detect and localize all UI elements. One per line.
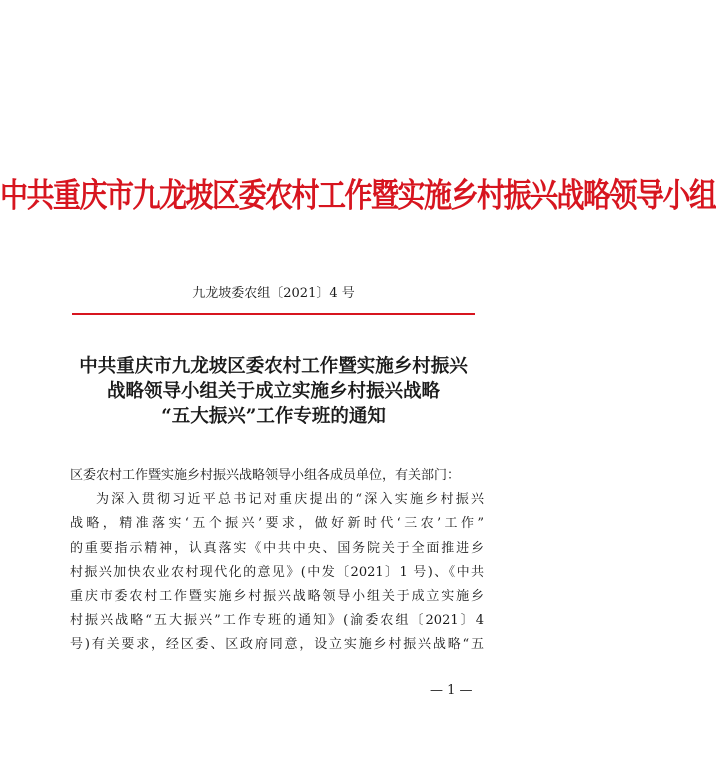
document-number: 九龙坡委农组〔2021〕4 号 — [192, 286, 355, 301]
notice-body — [70, 464, 484, 658]
notice-title — [0, 354, 547, 429]
body-line: 号)有关要求，经区委、区政府同意，设立实施乡村振兴战略“五 — [70, 637, 484, 653]
notice-title-line: 中共重庆市九龙坡区委农村工作暨实施乡村振兴 — [79, 356, 468, 377]
body-line: 村振兴战略“五大振兴”工作专班的通知》(渝委农组〔2021〕4 — [70, 613, 484, 629]
body-line: 重庆市委农村工作暨实施乡村振兴战略领导小组关于成立实施乡 — [70, 589, 484, 605]
notice-title-line: 战略领导小组关于成立实施乡村振兴战略 — [106, 381, 440, 402]
body-line: 村振兴加快农业农村现代化的意见》(中发〔2021〕1 号)、《中共 — [70, 564, 484, 580]
body-line: 的重要指示精神，认真落实《中共中央、国务院关于全面推进乡 — [70, 540, 484, 556]
body-line: 为深入贯彻习近平总书记对重庆提出的“深入实施乡村振兴 — [96, 492, 484, 508]
red-divider-line — [72, 313, 475, 315]
notice-title-line: “五大振兴”工作专班的通知 — [161, 406, 386, 427]
body-line: 战略，精准落实‘五个振兴’要求，做好新时代‘三农’工作” — [70, 516, 484, 532]
issuing-organization-title: 中共重庆市九龙坡区委农村工作暨实施乡村振兴战略领导小组 — [0, 175, 716, 215]
page-number: — 1 — — [430, 683, 473, 698]
salutation: 区委农村工作暨实施乡村振兴战略领导小组各成员单位，有关部门： — [70, 468, 461, 483]
